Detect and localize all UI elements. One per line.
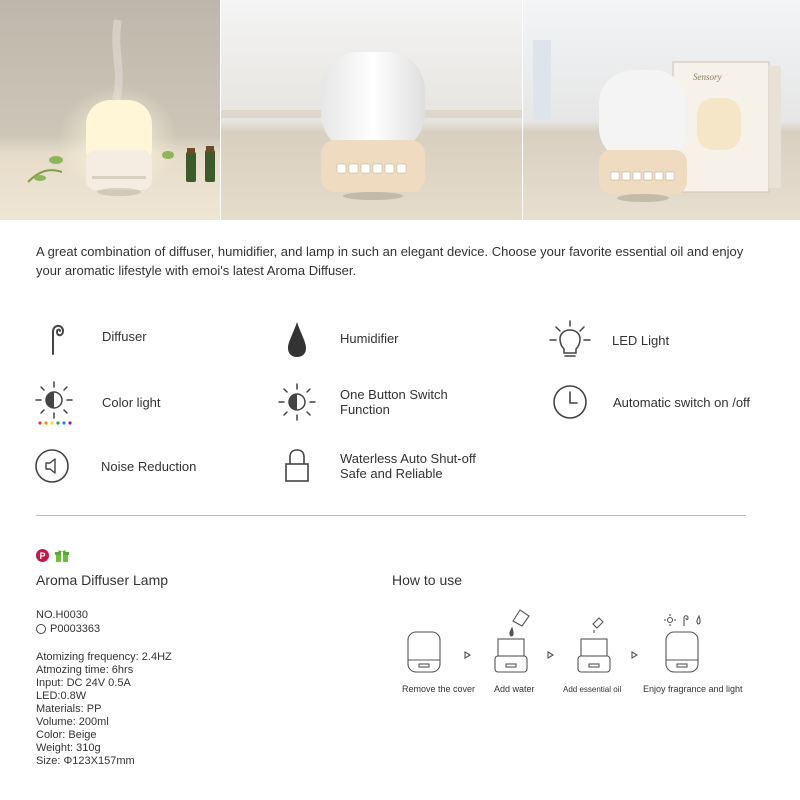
section-divider — [36, 515, 746, 516]
svg-text:P: P — [39, 551, 46, 561]
circle-icon — [36, 624, 46, 634]
diffuser-icon — [32, 314, 76, 358]
feature-label: Diffuser — [102, 328, 147, 344]
feature-label: Humidifier — [340, 330, 399, 346]
svg-text:Sensory: Sensory — [693, 72, 722, 82]
arrow-icon — [632, 652, 637, 658]
spec-line: LED:0.8W — [36, 690, 87, 702]
spec-line: Atmozing time: 6hrs — [36, 664, 134, 676]
photo-lamp-lit — [0, 0, 220, 220]
step-add-oil-icon — [578, 618, 610, 672]
intro-line-1: A great combination of diffuser, humidifier, and lamp in such an elegant device. Choose your favorite essential oil and enjoy — [36, 244, 744, 259]
feature-label: Automatic switch on /off — [613, 394, 751, 410]
howto-step-label: Add essential oil — [563, 685, 622, 694]
howto-step-label: Enjoy fragrance and light — [643, 684, 743, 694]
product-codes — [36, 608, 100, 636]
spec-line: Size: Φ123X157mm — [36, 755, 135, 767]
feature-led-light — [548, 318, 669, 362]
spec-line: Materials: PP — [36, 703, 102, 715]
feature-noise-reduction — [30, 444, 196, 488]
feature-auto-switch — [548, 380, 750, 424]
intro-line-2: your aromatic lifestyle with emoi's latest Aroma Diffuser. — [36, 263, 357, 278]
spec-line: Weight: 310g — [36, 742, 101, 754]
feature-label-line-1: One Button Switch — [340, 387, 448, 402]
howto-illustration — [396, 606, 756, 682]
feature-label: Color light — [102, 394, 161, 410]
step-enjoy-icon — [664, 614, 700, 672]
color-light-icon — [32, 378, 76, 428]
step-add-water-icon — [495, 610, 529, 672]
product-code-row — [36, 622, 100, 636]
spec-line: Atomizing frequency: 2.4HZ — [36, 651, 172, 663]
product-badges — [36, 549, 69, 562]
clock-icon — [548, 380, 592, 424]
howto-step-label: Remove the cover — [402, 684, 476, 694]
feature-color-light — [32, 378, 161, 428]
points-badge-icon — [36, 549, 49, 562]
spec-line: Volume: 200ml — [36, 716, 109, 728]
feature-waterless-shutoff — [275, 444, 476, 488]
howto-title: How to use — [392, 572, 463, 588]
light-bulb-icon — [548, 318, 592, 362]
arrow-icon — [548, 652, 553, 658]
gift-badge-icon — [55, 549, 69, 562]
feature-one-button-switch — [275, 380, 448, 424]
feature-label — [340, 387, 448, 417]
spec-line: Color: Beige — [36, 729, 97, 741]
product-photos — [0, 0, 800, 220]
photo-lamp-box — [523, 0, 800, 220]
product-number: NO.H0030 — [36, 609, 88, 621]
water-drop-icon — [275, 316, 319, 360]
howto-step-label: Add water — [494, 684, 535, 694]
feature-label — [340, 451, 476, 481]
feature-diffuser — [32, 314, 147, 358]
product-specs — [36, 651, 172, 768]
spec-line: Input: DC 24V 0.5A — [36, 677, 131, 689]
feature-label-line-2: Function — [340, 402, 390, 417]
arrow-icon — [465, 652, 470, 658]
step-remove-cover-icon — [408, 632, 440, 672]
intro-paragraph — [36, 242, 756, 280]
feature-humidifier — [275, 316, 399, 360]
sun-button-icon — [275, 380, 319, 424]
product-title: Aroma Diffuser Lamp — [36, 572, 169, 588]
feature-label-line-1: Waterless Auto Shut-off — [340, 451, 476, 466]
feature-label: Noise Reduction — [101, 458, 197, 474]
product-code: P0003363 — [50, 623, 101, 635]
speaker-icon — [30, 444, 74, 488]
lock-icon — [275, 444, 319, 488]
feature-label-line-2: Safe and Reliable — [340, 466, 443, 481]
photo-lamp-white — [221, 0, 522, 220]
feature-label: LED Light — [612, 332, 670, 348]
color-dots — [34, 420, 74, 426]
